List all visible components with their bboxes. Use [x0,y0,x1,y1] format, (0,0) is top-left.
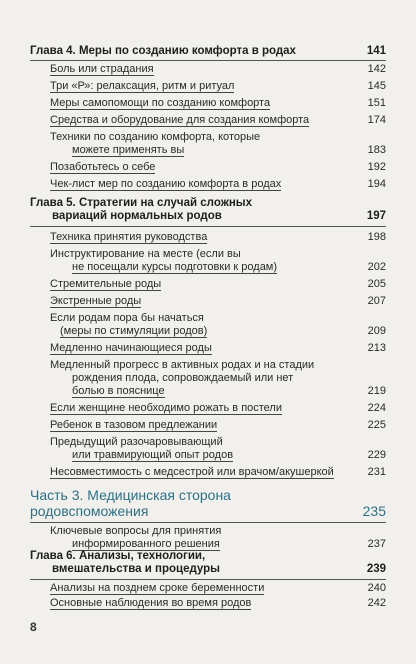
entry-title: Боль или страдания [50,63,154,75]
toc-entry [50,231,386,244]
entry-title: Ребенок в тазовом предлежании [50,419,218,431]
toc-entry [50,114,386,127]
chapter-page: 141 [366,45,386,57]
entry-page: 213 [367,342,386,354]
entry-title: Экстренные роды [50,295,142,307]
toc-entry [50,80,386,93]
entry-title: Меры самопомощи по созданию комфорта [50,97,271,109]
chapter-title-cont: вмешательства и процедуры [52,563,220,575]
entry-title-cont: (меры по стимуляции родов) [60,325,208,337]
entry-title: Предыдущий разочаровывающий [50,436,223,448]
entry-title-cont: или травмирующий опыт родов [72,449,234,461]
entry-title: Если женщине необходимо рожать в постели [50,402,282,414]
entry-page: 194 [367,178,386,190]
entry-title-cont: можете применять вы [72,144,185,156]
entry-title-cont: болью в пояснице [72,385,165,397]
toc-entry [50,295,386,308]
entry-page: 142 [367,63,386,75]
toc-entry [50,525,386,551]
entry-page: 242 [367,597,386,609]
part-title-cont: родовспоможения [30,503,149,519]
part-3-heading [30,487,386,519]
entry-title: Техники по созданию комфорта, которые [50,131,261,143]
divider [30,579,386,580]
entry-title: Стремительные роды [50,278,162,290]
toc-entry [50,312,386,338]
chapter-page: 239 [366,563,386,575]
toc-entry [50,248,386,274]
entry-page: 151 [367,97,386,109]
divider [30,226,386,227]
toc-entry [50,278,386,291]
entry-title: Техника принятия руководства [50,231,208,243]
entry-page: 192 [367,161,386,173]
entry-title: Средства и оборудование для создания комфорта [50,114,310,126]
chapter-title-cont: вариаций нормальных родов [52,210,222,222]
entry-page: 219 [367,385,386,397]
entry-title: Ключевые вопросы для принятия [50,525,222,537]
chapter-5-heading [30,197,386,223]
part-page: 235 [362,503,386,519]
chapter-title: Глава 4. Меры по созданию комфорта в родах [30,45,296,57]
toc-entry [50,359,386,398]
entry-title: Основные наблюдения во время родов [50,597,252,609]
toc-entry [50,436,386,462]
entry-page: 225 [367,419,386,431]
entry-page: 237 [367,538,386,550]
toc-entry [50,419,386,432]
toc-entry [50,597,386,610]
entry-page: 205 [367,278,386,290]
entry-page: 174 [367,114,386,126]
toc-entry [50,582,386,595]
entry-title: Анализы на позднем сроке беременности [50,582,265,594]
toc-entry [50,97,386,110]
entry-page: 209 [367,325,386,337]
entry-title-cont: рождения плода, сопровождаемый или нет [72,372,294,384]
entry-page: 229 [367,449,386,461]
toc-entry [50,402,386,415]
divider [30,522,386,523]
entry-title: Если родам пора бы начаться [50,312,204,324]
toc-entry [50,63,386,76]
entry-page: 198 [367,231,386,243]
entry-page: 224 [367,402,386,414]
entry-page: 240 [367,582,386,594]
entry-page: 231 [367,466,386,478]
entry-title: Три «Р»: релаксация, ритм и ритуал [50,80,235,92]
chapter-page: 197 [366,210,386,222]
chapter-4-heading [30,45,386,58]
divider [30,60,386,61]
chapter-title: Глава 5. Стратегии на случай сложных [30,197,253,209]
chapter-6-heading [30,550,386,576]
entry-page: 202 [367,261,386,273]
toc-entry [50,178,386,191]
toc-entry [50,131,386,157]
entry-title: Чек-лист мер по созданию комфорта в родах [50,178,282,190]
chapter-title: Глава 6. Анализы, технологии, [30,550,206,562]
entry-title: Медленный прогресс в активных родах и на стадии [50,359,315,371]
page-number: 8 [30,620,37,634]
toc-entry [50,342,386,355]
toc-entry [50,466,386,479]
entry-title: Инструктирование на месте (если вы [50,248,241,260]
toc-entry [50,161,386,174]
entry-title-cont: информированного решения [72,538,220,550]
entry-page: 145 [367,80,386,92]
entry-page: 183 [367,144,386,156]
entry-title: Медленно начинающиеся роды [50,342,212,354]
entry-title: Позаботьтесь о себе [50,161,156,173]
entry-page: 207 [367,295,386,307]
part-title: Часть 3. Медицинская сторона [30,487,231,503]
entry-title: Несовместимость с медсестрой или врачом/акушеркой [50,466,334,478]
entry-title-cont: не посещали курсы подготовки к родам) [72,261,278,273]
